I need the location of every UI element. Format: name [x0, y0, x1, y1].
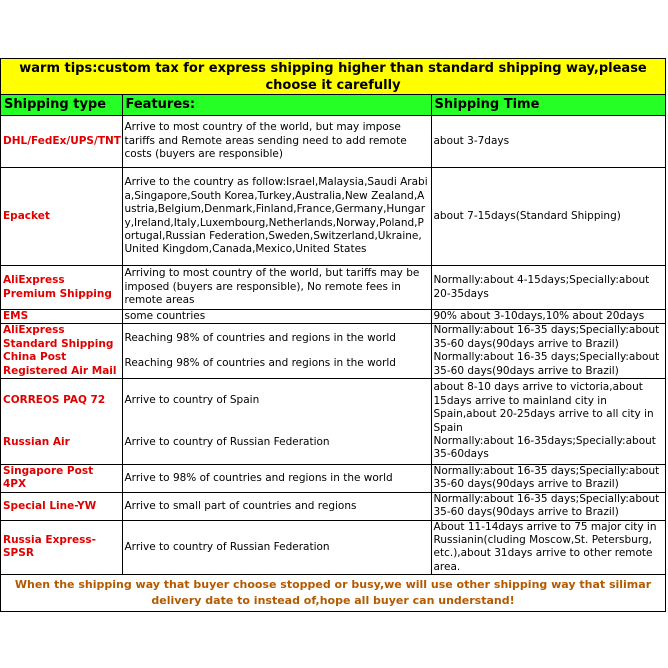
- shipping-type-cell: Epacket: [1, 168, 122, 266]
- features-cell: Arrive to small part of countries and regions: [122, 492, 431, 520]
- features-cell: Arriving to most country of the world, but tariffs may be imposed (buyers are responsible), No remote fees in remote areas: [122, 266, 431, 310]
- shipping-time-cell: [431, 324, 665, 379]
- shipping-time-text: about 8-10 days arrive to victoria,about 15days arrive to mainland city in Spain,about 20-25days arrive to all city in Spain: [433, 381, 654, 434]
- shipping-type-cell: EMS: [1, 310, 122, 324]
- features-text: Reaching 98% of countries and regions in the world: [124, 331, 396, 344]
- shipping-type-cell: DHL/FedEx/UPS/TNT: [1, 116, 122, 168]
- shipping-time-text: Normally:about 16-35days;Specially:about 35-60days: [433, 434, 656, 461]
- shipping-type-cell: Russia Express-SPSR: [1, 520, 122, 575]
- shipping-time-text: Normally:about 16-35 days;Specially:about 35-60 days(90days arrive to Brazil): [433, 324, 660, 350]
- shipping-time-cell: 90% about 3-10days,10% about 20days: [431, 310, 665, 324]
- table-row: [1, 116, 665, 168]
- shipping-type-cell: [1, 379, 122, 465]
- table-row: [1, 324, 665, 379]
- table-row: [1, 379, 665, 465]
- shipping-type-label: China Post Registered Air Mail: [3, 351, 117, 377]
- warm-tips-banner: warm tips:custom tax for express shipping higher than standard shipping way,please choose it carefully: [1, 59, 665, 95]
- features-cell: [122, 379, 431, 465]
- features-cell: [122, 324, 431, 379]
- shipping-type-cell: Special Line-YW: [1, 492, 122, 520]
- shipping-info-sheet: [0, 58, 666, 612]
- header-row: [1, 95, 665, 116]
- table-row: [1, 492, 665, 520]
- features-text: Reaching 98% of countries and regions in the world: [124, 357, 396, 370]
- features-cell: Arrive to 98% of countries and regions in the world: [122, 465, 431, 493]
- footer-notice: When the shipping way that buyer choose stopped or busy,we will use other shipping way that silimar delivery date to instead of,hope all buyer can understand!: [14, 578, 652, 608]
- table-row: [1, 266, 665, 310]
- shipping-time-cell: about 7-15days(Standard Shipping): [431, 168, 665, 266]
- table-row: [1, 168, 665, 266]
- features-cell: Arrive to most country of the world, but may impose tariffs and Remote areas sending need to add remote costs (buyers are responsible): [122, 116, 431, 168]
- shipping-time-cell: Normally:about 4-15days;Specially:about 20-35days: [431, 266, 665, 310]
- header-shipping-type: Shipping type: [1, 95, 122, 116]
- table-row: [1, 310, 665, 324]
- features-cell: some countries: [122, 310, 431, 324]
- shipping-time-text: Normally:about 16-35 days;Specially:about 35-60 days(90days arrive to Brazil): [433, 351, 660, 377]
- shipping-time-cell: [431, 379, 665, 465]
- shipping-time-cell: Normally:about 16-35 days;Specially:about 35-60 days(90days arrive to Brazil): [431, 465, 665, 493]
- shipping-type-cell: Singapore Post 4PX: [1, 465, 122, 493]
- shipping-type-label: AliExpress Standard Shipping: [3, 324, 114, 350]
- features-text: Arrive to country of Russian Federation: [124, 435, 330, 448]
- shipping-table: [1, 95, 665, 575]
- table-row: [1, 520, 665, 575]
- features-cell: Arrive to country of Russian Federation: [122, 520, 431, 575]
- shipping-type-label: CORREOS PAQ 72: [3, 394, 106, 407]
- features-text: Arrive to country of Spain: [124, 394, 260, 407]
- shipping-type-label: Russian Air: [3, 435, 70, 448]
- table-row: [1, 465, 665, 493]
- features-cell: Arrive to the country as follow:Israel,Malaysia,Saudi Arabia,Singapore,South Korea,Turkey,Australia,New Zealand,Austria,Belgium,Denmark,Finland,France,Germany,Hungary,Ireland,Italy,Luxembourg,Netherlands,Norway,Poland,Portugal,Russian Federation,Sweden,Switzerland,Ukraine,United Kingdom,Canada,Mexico,United States: [122, 168, 431, 266]
- header-features: Features:: [122, 95, 431, 116]
- shipping-time-cell: about 3-7days: [431, 116, 665, 168]
- header-shipping-time: Shipping Time: [431, 95, 665, 116]
- shipping-time-cell: About 11-14days arrive to 75 major city in Russianin(cluding Moscow,St. Petersburg, etc.),about 31days arrive to other remote area.: [431, 520, 665, 575]
- shipping-time-cell: Normally:about 16-35 days;Specially:about 35-60 days(90days arrive to Brazil): [431, 492, 665, 520]
- shipping-type-cell: AliExpress Premium Shipping: [1, 266, 122, 310]
- shipping-type-cell: [1, 324, 122, 379]
